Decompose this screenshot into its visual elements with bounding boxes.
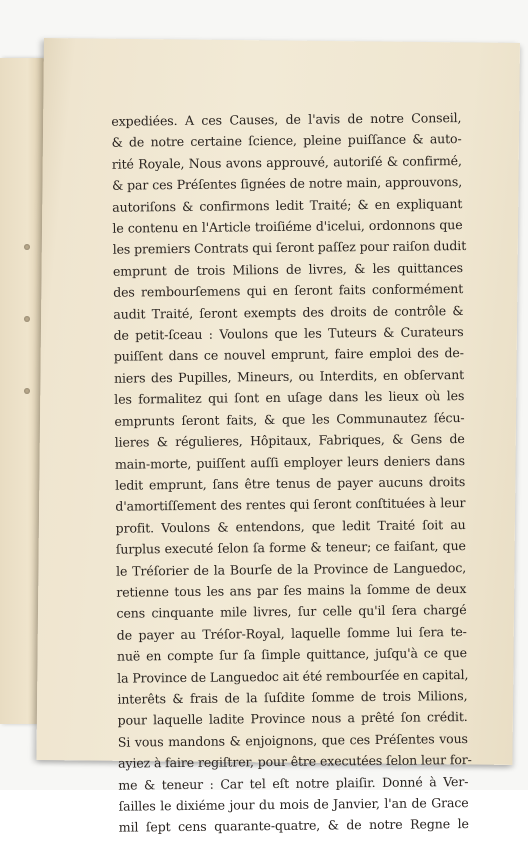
body-text [111, 107, 472, 838]
text-line: les formalitez qui ſont en uſage dans les lieux où les [114, 388, 465, 407]
text-line: rité Royale, Nous avons approuvé, autoriſé & confirmé, [111, 152, 462, 172]
text-line: de payer au Tréſor-Royal, laquelle ſomme lui ſera te- [116, 623, 467, 643]
text-line: me & teneur : Car tel eſt notre plaiſir. Donné à Ver- [118, 773, 469, 793]
text-line: retienne tous les ans par ſes mains la ſomme de deux [116, 580, 467, 600]
text-line: ſailles le dixiéme jour du mois de Janvier, l'an de Grace [118, 795, 469, 814]
text-line: lieres & régulieres, Hôpitaux, Fabriques, & Gens de [114, 431, 465, 450]
text-line: mil ſept cens quarante-quatre, & de notre Regne le [118, 816, 469, 836]
text-line: de petit-ſceau : Voulons que les Tuteurs & Curateurs [113, 324, 464, 343]
text-line: emprunts ſeront faits, & que les Communautez ſécu- [114, 409, 465, 429]
binding-hole [24, 388, 30, 394]
text-line: les premiers Contrats qui ſeront paſſez pour raiſon dudit [112, 238, 467, 258]
text-line: d'amortiſſement des rentes qui ſeront conſtituées à leur [115, 495, 466, 514]
binding-hole [24, 316, 30, 322]
text-line: & par ces Préſentes ſignées de notre main, approuvons, [111, 174, 463, 193]
text-line: emprunt de trois Milions de livres, & les quittances [112, 259, 463, 279]
text-line: puiſſent dans ce nouvel emprunt, faire emploi des de- [113, 345, 464, 365]
text-line: Si vous mandons & enjoignons, que ces Préſentes vous [117, 730, 468, 750]
binding-hole [24, 244, 30, 250]
text-line: ſurplus executé ſelon ſa forme & teneur; ce faiſant, que [115, 538, 466, 557]
text-line: interêts & frais de la ſuſdite ſomme de trois Milions, [117, 687, 468, 707]
text-line: nuë en compte ſur ſa ſimple quittance, juſqu'à ce que [116, 645, 468, 664]
text-line: profit. Voulons & entendons, que ledit Traité ſoit au [115, 516, 466, 536]
text-line: main-morte, puiſſent auſſi employer leurs deniers dans [114, 452, 465, 472]
text-line: audit Traité, ſeront exempts des droits de contrôle & [113, 302, 464, 322]
text-line: cens cinquante mile livres, ſur celle qu'il ſera chargé [116, 602, 467, 622]
text-line: pour laquelle ladite Province nous a prêté ſon crédit. [117, 709, 468, 729]
text-line: des rembourſemens qui en ſeront faits conformément [113, 281, 464, 300]
text-line: & de notre certaine ſcience, pleine puiſſance & auto- [111, 131, 462, 151]
text-line: le contenu en l'Article troiſiéme d'icelui, ordonnons que [112, 217, 463, 236]
document-page [36, 38, 520, 836]
text-line: la Province de Languedoc ait été rembourſée en capital, [117, 666, 469, 686]
text-line: le Tréſorier de la Bourſe de la Province de Languedoc, [115, 559, 467, 579]
text-line: niers des Pupilles, Mineurs, ou Interdits, en obſervant [113, 366, 465, 386]
text-line: expediées. A ces Causes, de l'avis de notre Conseil, [111, 110, 462, 129]
text-line: ayiez à faire regiſtrer, pour être executées ſelon leur for- [117, 752, 472, 771]
text-line: ledit emprunt, ſans être tenus de payer aucuns droits [115, 473, 466, 493]
text-line: autoriſons & confirmons ledit Traité; & en expliquant [112, 195, 463, 215]
